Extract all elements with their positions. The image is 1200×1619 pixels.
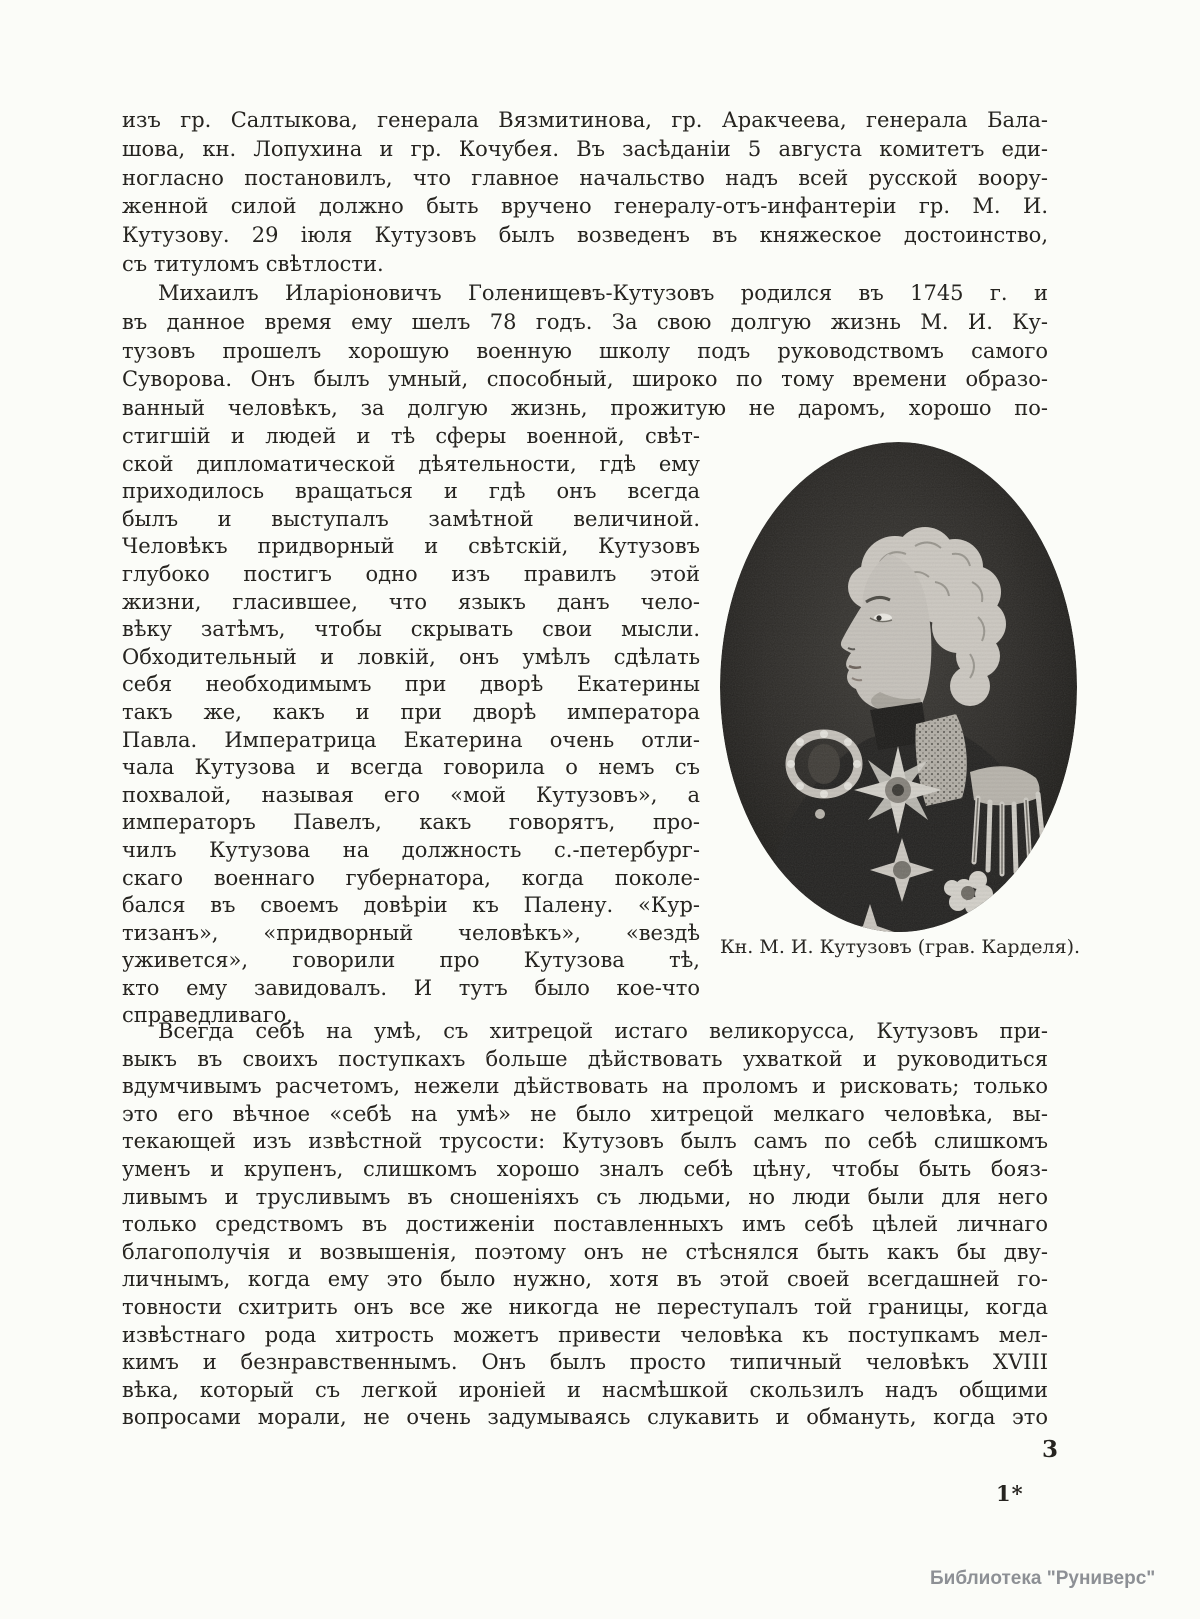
portrait-figure [720, 442, 1077, 936]
text-line: вопросами морали, не очень задумываясь слукавить и обмануть, когда это [122, 1405, 1048, 1430]
paragraph-2-column [122, 423, 700, 1030]
text-line: вѣка, который съ легкой ироніей и насмѣшкой скользилъ надъ общими [122, 1377, 1048, 1402]
library-watermark: Библиотека "Руниверс" [930, 1568, 1156, 1589]
text-line: Суворова. Онъ былъ умный, способный, широко по тому времени образо- [122, 367, 1048, 392]
text-line: уживется», говорили про Кутузова тѣ, [122, 948, 700, 973]
text-line: Михаилъ Иларіоновичъ Голенищевъ-Кутузовъ родился въ 1745 г. и [158, 281, 1048, 305]
paragraph-1 [122, 106, 1048, 279]
text-line: Всегда себѣ на умѣ, съ хитрецой истаго великорусса, Кутузовъ при- [158, 1019, 1048, 1043]
text-line: кто ему завидовалъ. И тутъ было кое-что [122, 975, 700, 1000]
text-line: это его вѣчное «себѣ на умѣ» не было хитрецой мелкаго человѣка, вы- [122, 1101, 1048, 1126]
text-line: выкъ въ своихъ поступкахъ больше дѣйствовать ухваткой и руководиться [122, 1046, 1048, 1071]
text-line: съ титуломъ свѣтлости. [122, 251, 384, 276]
text-line: изъ гр. Салтыкова, генерала Вязмитинова, гр. Аракчеева, генерала Бала- [122, 108, 1048, 132]
text-line: себя необходимымъ при дворѣ Екатерины [122, 672, 700, 697]
text-line: тизанъ», «придворный человѣкъ», «вездѣ [122, 920, 700, 945]
portrait-caption: Кн. М. И. Кутузовъ (грав. Карделя). [719, 936, 1081, 958]
text-line: скаго военнаго губернатора, когда поколе- [122, 865, 700, 890]
page-number: 3 [1041, 1436, 1058, 1463]
text-line: ской дипломатической дѣятельности, гдѣ ему [122, 451, 700, 476]
text-line: ливымъ и трусливымъ въ сношеніяхъ съ людьми, но люди были для него [122, 1184, 1048, 1209]
text-line: бался въ своемъ довѣріи къ Палену. «Кур- [122, 893, 700, 918]
text-line: Кутузову. 29 іюля Кутузовъ былъ возведенъ въ княжеское достоинство, [122, 223, 1048, 248]
text-line: чилъ Кутузова на должность с.-петербург- [122, 837, 700, 862]
text-line: вдумчивымъ расчетомъ, нежели дѣйствовать на проломъ и рисковать; только [122, 1074, 1048, 1099]
text-line: только средствомъ въ достиженіи поставленныхъ имъ себѣ цѣлей личнаго [122, 1212, 1048, 1237]
portrait-engraving [720, 442, 1077, 932]
text-line: Обходительный и ловкій, онъ умѣлъ сдѣлать [122, 644, 700, 669]
text-line: благополучія и возвышенія, поэтому онъ не стѣснялся быть какъ бы дву- [122, 1239, 1048, 1264]
text-line: жизни, гласившее, что языкъ данъ чело- [122, 589, 700, 614]
paragraph-3 [122, 1018, 1048, 1432]
text-line: ногласно постановилъ, что главное начальство надъ всей русской воору- [122, 165, 1048, 190]
paragraph-2 [122, 279, 1048, 423]
text-line: Павла. Императрица Екатерина очень отли- [122, 727, 700, 752]
signature-mark: 1* [996, 1481, 1024, 1506]
text-line: текающей изъ извѣстной трусости: Кутузовъ былъ самъ по себѣ слишкомъ [122, 1129, 1048, 1154]
text-line: вѣку затѣмъ, чтобы скрывать свои мысли. [122, 617, 700, 642]
text-line: ванный человѣкъ, за долгую жизнь, прожитую не даромъ, хорошо по- [122, 396, 1048, 421]
text-line: уменъ и крупенъ, слишкомъ хорошо зналъ себѣ цѣну, чтобы быть бояз- [122, 1156, 1048, 1181]
text-line: кимъ и безнравственнымъ. Онъ былъ просто типичный человѣкъ XVIII [122, 1350, 1048, 1375]
text-line: чала Кутузова и всегда говорила о немъ съ [122, 755, 700, 780]
text-line: былъ и выступалъ замѣтной величиной. [122, 506, 700, 531]
text-line: личнымъ, когда ему это было нужно, хотя въ этой своей всегдашней го- [122, 1267, 1048, 1292]
text-line: приходилось вращаться и гдѣ онъ всегда [122, 479, 700, 504]
text-line: Человѣкъ придворный и свѣтскій, Кутузовъ [122, 534, 700, 559]
text-line: извѣстнаго рода хитрость можетъ привести человѣка къ поступкамъ мел- [122, 1322, 1048, 1347]
text-line: въ данное время ему шелъ 78 годъ. За свою долгую жизнь М. И. Ку- [122, 309, 1048, 334]
text-line: императоръ Павелъ, какъ говорятъ, про- [122, 810, 700, 835]
text-line: товности схитрить онъ все же никогда не переступалъ той границы, когда [122, 1294, 1048, 1319]
text-line: шова, кн. Лопухина и гр. Кочубея. Въ засѣданіи 5 августа комитетъ еди- [122, 136, 1048, 161]
text-line: тузовъ прошелъ хорошую военную школу подъ руководствомъ самого [122, 338, 1048, 363]
text-line: глубоко постигъ одно изъ правилъ этой [122, 561, 700, 586]
text-line: стигшій и людей и тѣ сферы военной, свѣт- [122, 424, 700, 448]
text-line: такъ же, какъ и при дворѣ императора [122, 699, 700, 724]
text-line: женной силой должно быть вручено генералу-отъ-инфантеріи гр. М. И. [122, 194, 1048, 219]
text-line: похвалой, называя его «мой Кутузовъ», а [122, 782, 700, 807]
text-line: справедливаго. [122, 1003, 293, 1028]
